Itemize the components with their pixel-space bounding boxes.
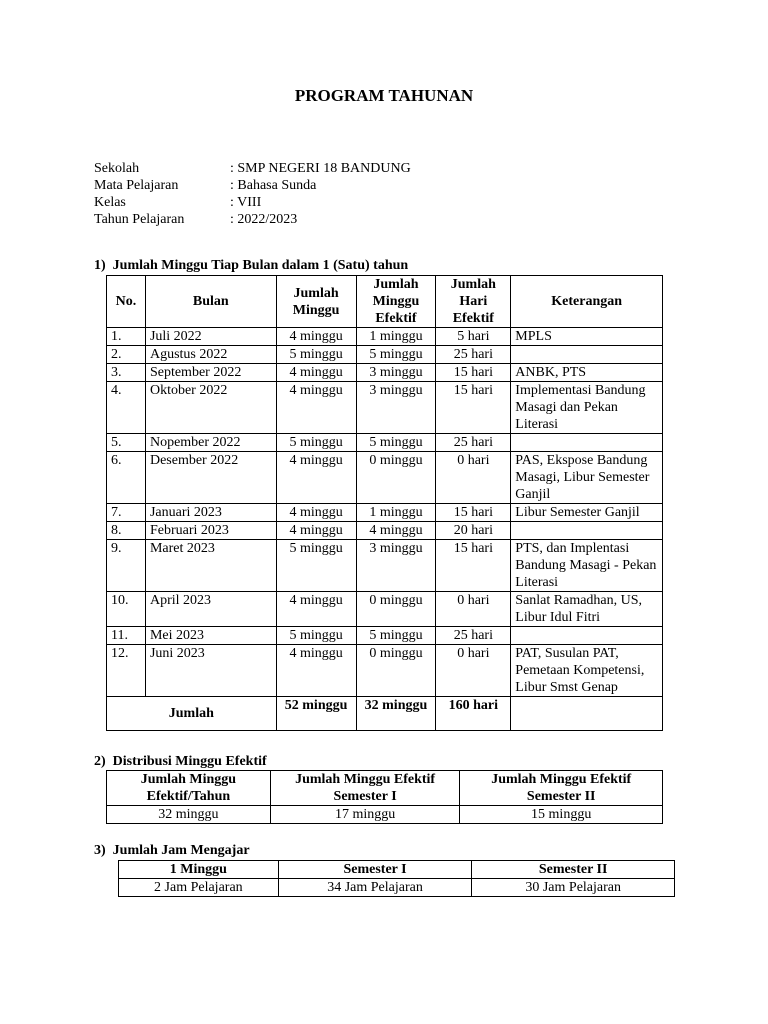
row-no: 4. xyxy=(107,382,146,434)
table-header-row xyxy=(107,276,663,328)
value-minggu-efektif-tahun: 32 minggu xyxy=(107,806,271,824)
row-no: 6. xyxy=(107,452,146,504)
row-minggu-efektif: 4 minggu xyxy=(356,522,436,540)
header-minggu-efektif: Jumlah Minggu Efektif xyxy=(356,276,436,328)
row-hari-efektif: 15 hari xyxy=(436,540,511,592)
meta-value: : VIII xyxy=(230,195,262,210)
meta-value: : 2022/2023 xyxy=(230,212,298,227)
row-minggu-efektif: 5 minggu xyxy=(356,346,436,364)
header-1-minggu: 1 Minggu xyxy=(119,861,279,879)
row-jumlah-minggu: 4 minggu xyxy=(276,382,356,434)
header-keterangan: Keterangan xyxy=(511,276,663,328)
row-hari-efektif: 0 hari xyxy=(436,452,511,504)
row-keterangan: Implementasi Bandung Masagi dan Pekan Literasi xyxy=(511,382,663,434)
page-title: PROGRAM TAHUNAN xyxy=(294,86,474,105)
header-bulan: Bulan xyxy=(145,276,276,328)
row-no: 8. xyxy=(107,522,146,540)
header-minggu-efektif-semester-2: Jumlah Minggu Efektif Semester II xyxy=(460,771,663,806)
row-keterangan xyxy=(511,522,663,540)
row-hari-efektif: 25 hari xyxy=(436,346,511,364)
value-minggu-efektif-semester-2: 15 minggu xyxy=(460,806,663,824)
row-bulan: Juni 2023 xyxy=(145,645,276,697)
row-hari-efektif: 15 hari xyxy=(436,364,511,382)
meta-row-kelas xyxy=(94,194,411,211)
table-row xyxy=(107,522,663,540)
section-heading-3: 3) Jumlah Jam Mengajar xyxy=(94,843,250,858)
row-minggu-efektif: 1 minggu xyxy=(356,504,436,522)
value-jam-semester-1: 34 Jam Pelajaran xyxy=(278,879,472,897)
header-minggu-efektif-semester-1: Jumlah Minggu Efektif Semester I xyxy=(270,771,460,806)
row-no: 7. xyxy=(107,504,146,522)
row-minggu-efektif: 3 minggu xyxy=(356,382,436,434)
row-bulan: Januari 2023 xyxy=(145,504,276,522)
row-hari-efektif: 15 hari xyxy=(436,382,511,434)
meta-row-mata-pelajaran xyxy=(94,177,411,194)
row-hari-efektif: 25 hari xyxy=(436,434,511,452)
table-header-row xyxy=(119,861,675,879)
effective-weeks-distribution-table xyxy=(106,770,663,824)
row-keterangan: PAS, Ekspose Bandung Masagi, Libur Semester Ganjil xyxy=(511,452,663,504)
table-row xyxy=(107,540,663,592)
table-row xyxy=(119,879,675,897)
row-minggu-efektif: 1 minggu xyxy=(356,328,436,346)
section-heading-1: 1) Jumlah Minggu Tiap Bulan dalam 1 (Satu) tahun xyxy=(94,258,409,273)
header-minggu-efektif-tahun: Jumlah Minggu Efektif/Tahun xyxy=(107,771,271,806)
row-keterangan: Sanlat Ramadhan, US, Libur Idul Fitri xyxy=(511,592,663,627)
row-keterangan: ANBK, PTS xyxy=(511,364,663,382)
row-jumlah-minggu: 4 minggu xyxy=(276,522,356,540)
value-minggu-efektif-semester-1: 17 minggu xyxy=(270,806,460,824)
row-bulan: Oktober 2022 xyxy=(145,382,276,434)
row-keterangan xyxy=(511,346,663,364)
total-efektif: 32 minggu xyxy=(356,697,436,731)
total-hari: 160 hari xyxy=(436,697,511,731)
table-row xyxy=(107,346,663,364)
table-row xyxy=(107,382,663,434)
value-jam-1-minggu: 2 Jam Pelajaran xyxy=(119,879,279,897)
header-no: No. xyxy=(107,276,146,328)
row-no: 2. xyxy=(107,346,146,364)
row-bulan: Desember 2022 xyxy=(145,452,276,504)
row-jumlah-minggu: 5 minggu xyxy=(276,346,356,364)
row-minggu-efektif: 0 minggu xyxy=(356,645,436,697)
table-row xyxy=(107,504,663,522)
row-jumlah-minggu: 4 minggu xyxy=(276,504,356,522)
table-row xyxy=(107,364,663,382)
weeks-per-month-table xyxy=(106,275,663,731)
row-hari-efektif: 5 hari xyxy=(436,328,511,346)
row-hari-efektif: 25 hari xyxy=(436,627,511,645)
row-jumlah-minggu: 4 minggu xyxy=(276,452,356,504)
row-hari-efektif: 15 hari xyxy=(436,504,511,522)
row-keterangan xyxy=(511,627,663,645)
table-row xyxy=(107,806,663,824)
row-no: 1. xyxy=(107,328,146,346)
header-jumlah-minggu: Jumlah Minggu xyxy=(276,276,356,328)
row-jumlah-minggu: 5 minggu xyxy=(276,627,356,645)
row-no: 12. xyxy=(107,645,146,697)
row-bulan: April 2023 xyxy=(145,592,276,627)
teaching-hours-table xyxy=(118,860,675,897)
row-jumlah-minggu: 4 minggu xyxy=(276,645,356,697)
meta-label: Tahun Pelajaran xyxy=(94,212,185,227)
row-hari-efektif: 0 hari xyxy=(436,592,511,627)
row-keterangan: PTS, dan Implentasi Bandung Masagi - Pekan Literasi xyxy=(511,540,663,592)
row-minggu-efektif: 5 minggu xyxy=(356,627,436,645)
row-minggu-efektif: 0 minggu xyxy=(356,452,436,504)
total-label: Jumlah xyxy=(107,697,277,731)
row-minggu-efektif: 5 minggu xyxy=(356,434,436,452)
row-hari-efektif: 20 hari xyxy=(436,522,511,540)
row-no: 9. xyxy=(107,540,146,592)
table-row xyxy=(107,627,663,645)
table-row xyxy=(107,645,663,697)
meta-row-sekolah xyxy=(94,160,411,177)
row-no: 3. xyxy=(107,364,146,382)
row-jumlah-minggu: 4 minggu xyxy=(276,364,356,382)
row-bulan: Nopember 2022 xyxy=(145,434,276,452)
row-jumlah-minggu: 5 minggu xyxy=(276,540,356,592)
row-bulan: Mei 2023 xyxy=(145,627,276,645)
meta-value: : Bahasa Sunda xyxy=(230,178,317,193)
document-meta xyxy=(94,160,411,228)
row-bulan: Februari 2023 xyxy=(145,522,276,540)
row-keterangan: PAT, Susulan PAT, Pemetaan Kompetensi, Libur Smst Genap xyxy=(511,645,663,697)
row-bulan: Juli 2022 xyxy=(145,328,276,346)
row-bulan: Maret 2023 xyxy=(145,540,276,592)
row-jumlah-minggu: 4 minggu xyxy=(276,592,356,627)
row-bulan: Agustus 2022 xyxy=(145,346,276,364)
total-minggu: 52 minggu xyxy=(276,697,356,731)
row-bulan: September 2022 xyxy=(145,364,276,382)
row-minggu-efektif: 0 minggu xyxy=(356,592,436,627)
row-no: 5. xyxy=(107,434,146,452)
row-jumlah-minggu: 5 minggu xyxy=(276,434,356,452)
table-row xyxy=(107,328,663,346)
table-header-row xyxy=(107,771,663,806)
table-row xyxy=(107,592,663,627)
row-no: 11. xyxy=(107,627,146,645)
total-keterangan xyxy=(511,697,663,731)
row-keterangan xyxy=(511,434,663,452)
total-row xyxy=(107,697,663,731)
header-semester-2: Semester II xyxy=(472,861,675,879)
header-semester-1: Semester I xyxy=(278,861,472,879)
meta-row-tahun-pelajaran xyxy=(94,211,411,228)
table-row xyxy=(107,452,663,504)
meta-value: : SMP NEGERI 18 BANDUNG xyxy=(230,161,411,176)
value-jam-semester-2: 30 Jam Pelajaran xyxy=(472,879,675,897)
row-keterangan: Libur Semester Ganjil xyxy=(511,504,663,522)
section-heading-2: 2) Distribusi Minggu Efektif xyxy=(94,754,267,769)
row-hari-efektif: 0 hari xyxy=(436,645,511,697)
header-hari-efektif: Jumlah Hari Efektif xyxy=(436,276,511,328)
meta-label: Kelas xyxy=(94,195,126,210)
row-jumlah-minggu: 4 minggu xyxy=(276,328,356,346)
row-minggu-efektif: 3 minggu xyxy=(356,364,436,382)
meta-label: Mata Pelajaran xyxy=(94,178,179,193)
meta-label: Sekolah xyxy=(94,161,140,176)
row-keterangan: MPLS xyxy=(511,328,663,346)
table-row xyxy=(107,434,663,452)
row-no: 10. xyxy=(107,592,146,627)
row-minggu-efektif: 3 minggu xyxy=(356,540,436,592)
